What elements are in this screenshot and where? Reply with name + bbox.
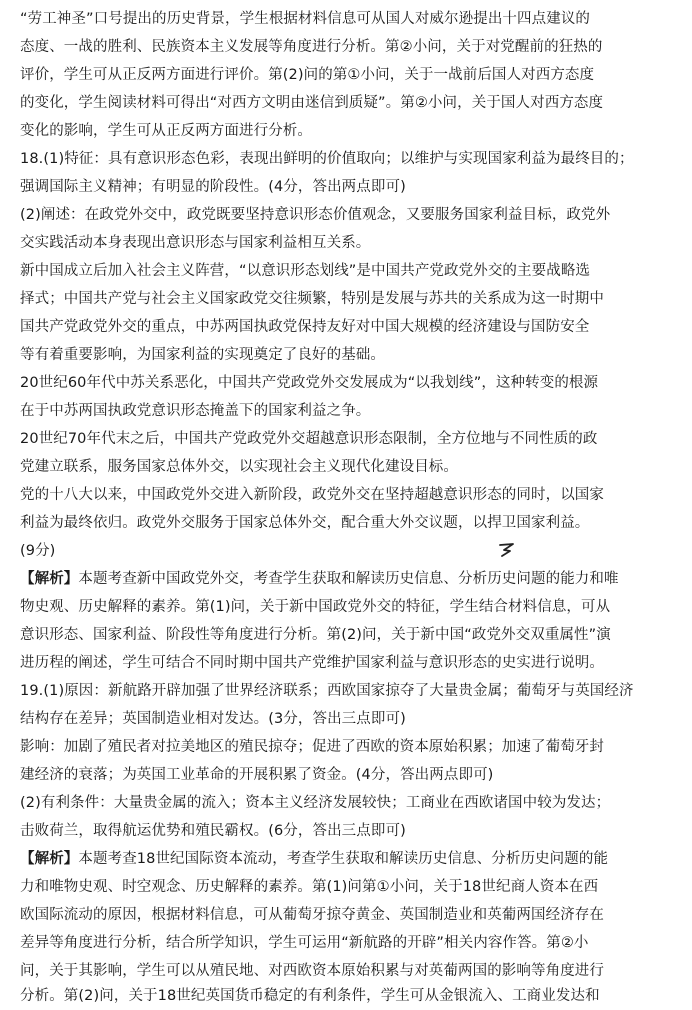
text-line: 利益为最终依归。政党外交服务于国家总体外交，配合重大外交议题，以捍卫国家利益。	[20, 515, 590, 531]
question-19-heading-line: 19.(1)原因：新航路开辟加强了世界经济联系；西欧国家掠夺了大量贵金属；葡萄牙与英国经济	[20, 683, 634, 699]
text-line: 结构存在差异；英国制造业相对发达。(3分，答出三点即可)	[20, 711, 406, 727]
text-line: 欧国际流动的原因，根据材料信息，可从葡萄牙掠夺黄金、英国制造业和英葡两国经济存在	[20, 907, 604, 923]
text-line: “劳工神圣”口号提出的历史背景，学生根据材料信息可从国人对威尔逊提出十四点建议的	[20, 11, 591, 27]
text-line: (2)阐述：在政党外交中，政党既要坚持意识形态价值观念，又要服务国家利益目标，政党外	[20, 207, 611, 223]
text-line: 差异等角度进行分析，结合所学知识，学生可运用“新航路的开辟”相关内容作答。第②小	[20, 935, 589, 951]
handwritten-mark	[496, 540, 518, 558]
text-line: 等有着重要影响，为国家利益的实现奠定了良好的基础。	[20, 347, 385, 363]
text-line: 态度、一战的胜利、民族资本主义发展等角度进行分析。第②小问，关于对党醒前的狂热的	[20, 39, 603, 55]
text-line: 物史观、历史解释的素养。第(1)问，关于新中国政党外交的特征，学生结合材料信息，可从	[20, 599, 611, 615]
text-line: 交实践活动本身表现出意识形态与国家利益相互关系。	[20, 235, 371, 251]
question-18-heading-line: 18.(1)特征：具有意识形态色彩，表现出鲜明的价值取向；以维护与实现国家利益为最终目的；	[20, 151, 634, 167]
analysis-line: 【解析】本题考查新中国政党外交，考查学生获取和解读历史信息、分析历史问题的能力和唯	[20, 571, 619, 587]
text-line: 变化的影响，学生可从正反两方面进行分析。	[20, 123, 312, 139]
text-line: 强调国际主义精神；有明显的阶段性。(4分，答出两点即可)	[20, 179, 406, 195]
text-line: 20世纪70年代末之后，中国共产党政党外交超越意识形态限制，全方位地与不同性质的政	[20, 431, 598, 447]
text-line: 击败荷兰，取得航运优势和殖民霸权。(6分，答出三点即可)	[20, 823, 406, 839]
text-line: 党的十八大以来，中国政党外交进入新阶段，政党外交在坚持超越意识形态的同时，以国家	[20, 487, 604, 503]
text-line: (2)有利条件：大量贵金属的流入；资本主义经济发展较快；工商业在西欧诸国中较为发达；	[20, 795, 611, 811]
text-line: 国共产党政党外交的重点，中苏两国执政党保持友好对中国大规模的经济建设与国防安全	[20, 319, 590, 335]
score-note: (9分)	[20, 543, 56, 559]
text-line: 党建立联系，服务国家总体外交，以实现社会主义现代化建设目标。	[20, 459, 458, 475]
text-line: 建经济的衰落；为英国工业革命的开展积累了资金。(4分，答出两点即可)	[20, 767, 494, 783]
text-line: 意识形态、国家利益、阶段性等角度进行分析。第(2)问，关于新中国“政党外交双重属性”演	[20, 627, 611, 643]
text-line: 力和唯物史观、时空观念、历史解释的素养。第(1)问第①小问，关于18世纪商人资本在西	[20, 879, 599, 895]
analysis-label: 【解析】	[20, 851, 79, 867]
text-line: 的变化，学生阅读材料可得出“对西方文明由迷信到质疑”。第②小问，关于国人对西方态度	[20, 95, 604, 111]
text-line: 在于中苏两国执政党意识形态掩盖下的国家利益之争。	[20, 403, 371, 419]
text-line: 新中国成立后加入社会主义阵营，“以意识形态划线”是中国共产党政党外交的主要战略选	[20, 263, 591, 279]
text-line: 分析。第(2)问，关于18世纪英国货币稳定的有利条件，学生可从金银流入、工商业发达和	[20, 988, 600, 1004]
analysis-label: 【解析】	[20, 571, 79, 587]
text-line: 评价，学生可从正反两方面进行评价。第(2)问的第①小问，关于一战前后国人对西方态度	[20, 67, 595, 83]
text-line: 20世纪60年代中苏关系恶化，中国共产党政党外交发展成为“以我划线”，这种转变的根源	[20, 375, 599, 391]
text-line: 进历程的阐述，学生可结合不同时期中国共产党维护国家利益与意识形态的史实进行说明。	[20, 655, 604, 671]
text-line: 择式；中国共产党与社会主义国家政党交往频繁，特别是发展与苏共的关系成为这一时期中	[20, 291, 604, 307]
text-line: 影响：加剧了殖民者对拉美地区的殖民掠夺；促进了西欧的资本原始积累；加速了葡萄牙封	[20, 739, 604, 755]
text-line: 问，关于其影响，学生可以从殖民地、对西欧资本原始积累与对英葡两国的影响等角度进行	[20, 963, 604, 979]
analysis-line: 【解析】本题考查18世纪国际资本流动，考查学生获取和解读历史信息、分析历史问题的能	[20, 851, 609, 867]
